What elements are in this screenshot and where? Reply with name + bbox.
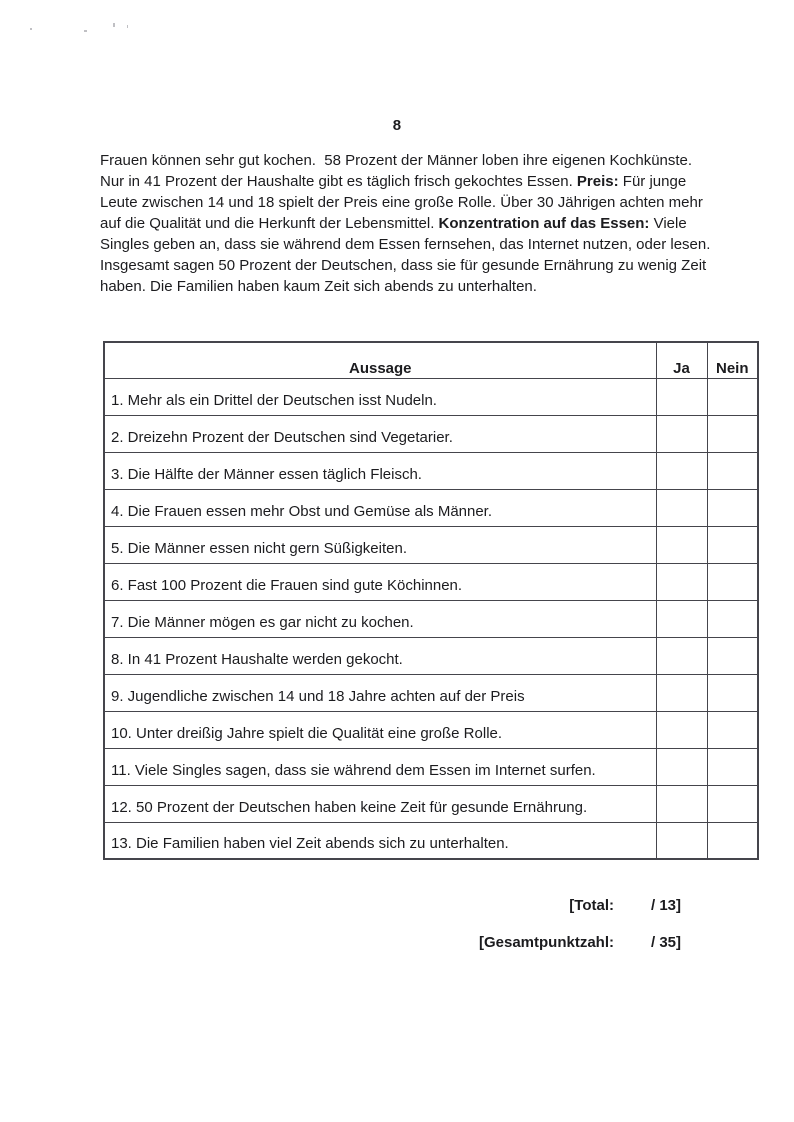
total-label: [Total: [569, 897, 614, 914]
scan-artifact [30, 28, 32, 30]
ja-answer-cell[interactable] [656, 785, 707, 822]
table-row [104, 748, 758, 785]
statement-cell: 10. Unter dreißig Jahre spielt die Qualität eine große Rolle. [104, 711, 656, 748]
header-ja: Ja [656, 342, 707, 378]
nein-answer-cell[interactable] [707, 563, 758, 600]
grand-total-label: [Gesamtpunktzahl: [478, 934, 614, 951]
table-row [104, 822, 758, 859]
table-row [104, 600, 758, 637]
header-aussage: Aussage [104, 342, 656, 378]
ja-answer-cell[interactable] [656, 822, 707, 859]
statement-cell: 12. 50 Prozent der Deutschen haben keine Zeit für gesunde Ernährung. [104, 785, 656, 822]
nein-answer-cell[interactable] [707, 415, 758, 452]
statement-cell: 7. Die Männer mögen es gar nicht zu kochen. [104, 600, 656, 637]
nein-answer-cell[interactable] [707, 452, 758, 489]
statements-table [103, 341, 759, 860]
nein-answer-cell[interactable] [707, 674, 758, 711]
header-nein: Nein [707, 342, 758, 378]
table-body [104, 378, 758, 859]
table-row [104, 415, 758, 452]
ja-answer-cell[interactable] [656, 600, 707, 637]
ja-answer-cell[interactable] [656, 526, 707, 563]
intro-bold-segment: Preis: [576, 173, 619, 190]
statement-cell: 9. Jugendliche zwischen 14 und 18 Jahre achten auf der Preis [104, 674, 656, 711]
intro-paragraph [100, 150, 715, 297]
table-row [104, 563, 758, 600]
table-row [104, 637, 758, 674]
scan-artifact [84, 30, 87, 32]
ja-answer-cell[interactable] [656, 748, 707, 785]
total-line [479, 897, 681, 918]
ja-answer-cell[interactable] [656, 489, 707, 526]
statement-cell: 8. In 41 Prozent Haushalte werden gekocht. [104, 637, 656, 674]
ja-answer-cell[interactable] [656, 674, 707, 711]
statement-cell: 4. Die Frauen essen mehr Obst und Gemüse als Männer. [104, 489, 656, 526]
table-row [104, 378, 758, 415]
nein-answer-cell[interactable] [707, 748, 758, 785]
nein-answer-cell[interactable] [707, 822, 758, 859]
nein-answer-cell[interactable] [707, 489, 758, 526]
grand-total-line [479, 934, 681, 955]
intro-text-segment: Für junge Leute zwischen 14 und 18 spielt der Preis eine große Rolle. Über 30 Jährigen achten mehr auf die Qualität und die Herkunft der Lebensmittel. [100, 173, 708, 232]
ja-answer-cell[interactable] [656, 452, 707, 489]
nein-answer-cell[interactable] [707, 785, 758, 822]
grand-total-score-value: / 35] [650, 934, 681, 951]
statement-cell: 5. Die Männer essen nicht gern Süßigkeiten. [104, 526, 656, 563]
nein-answer-cell[interactable] [707, 637, 758, 674]
intro-text-segment: Frauen können sehr gut kochen. 58 Prozent der Männer loben ihre eigenen Kochkünste. Nur in 41 Prozent der Haushalte gibt es täglich frisch gekochtes Essen. [100, 152, 697, 190]
intro-bold-segment: Konzentration auf das Essen: [438, 215, 650, 232]
statement-cell: 13. Die Familien haben viel Zeit abends sich zu unterhalten. [104, 822, 656, 859]
table-row [104, 452, 758, 489]
table-row [104, 674, 758, 711]
table-header-row [104, 342, 758, 378]
table-row [104, 526, 758, 563]
statement-cell: 6. Fast 100 Prozent die Frauen sind gute Köchinnen. [104, 563, 656, 600]
ja-answer-cell[interactable] [656, 637, 707, 674]
page-number: 8 [392, 117, 402, 134]
scan-artifact [127, 25, 128, 28]
statement-cell: 3. Die Hälfte der Männer essen täglich Fleisch. [104, 452, 656, 489]
scan-artifact [113, 23, 115, 27]
ja-answer-cell[interactable] [656, 378, 707, 415]
ja-answer-cell[interactable] [656, 563, 707, 600]
table-row [104, 785, 758, 822]
table-row [104, 489, 758, 526]
nein-answer-cell[interactable] [707, 526, 758, 563]
ja-answer-cell[interactable] [656, 415, 707, 452]
totals-block [479, 897, 681, 971]
statement-cell: 2. Dreizehn Prozent der Deutschen sind Vegetarier. [104, 415, 656, 452]
statement-cell: 1. Mehr als ein Drittel der Deutschen isst Nudeln. [104, 378, 656, 415]
nein-answer-cell[interactable] [707, 711, 758, 748]
nein-answer-cell[interactable] [707, 600, 758, 637]
nein-answer-cell[interactable] [707, 378, 758, 415]
intro-text-segment: Viele Singles geben an, dass sie während dem Essen fernsehen, das Internet nutzen, oder lesen. Insgesamt sagen 50 Prozent der Deutschen, dass sie für gesunde Ernährung zu wenig Zeit haben. Die Familien haben kaum Zeit sich abends zu unterhalten. [100, 215, 715, 295]
statement-cell: 11. Viele Singles sagen, dass sie während dem Essen im Internet surfen. [104, 748, 656, 785]
table-row [104, 711, 758, 748]
ja-answer-cell[interactable] [656, 711, 707, 748]
total-score-value: / 13] [650, 897, 681, 914]
